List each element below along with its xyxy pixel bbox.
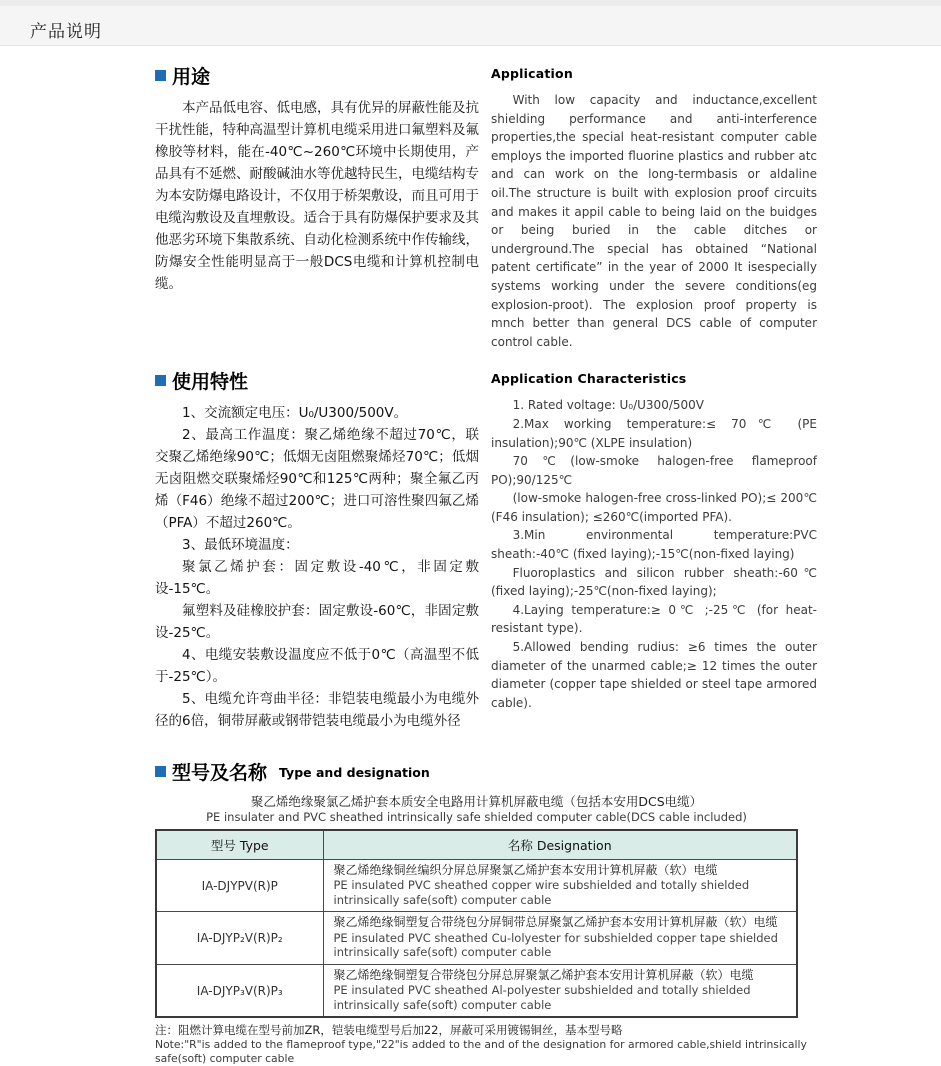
model-designation bbox=[323, 964, 797, 1017]
characteristic-item-zh: 3、最低环境温度： bbox=[182, 537, 299, 554]
characteristics-section-zh bbox=[155, 367, 479, 732]
characteristic-item-zh: 氟塑料及硅橡胶护套：固定敷设-60℃，非固定敷设-25℃。 bbox=[155, 603, 479, 642]
model-designation bbox=[323, 859, 797, 912]
model-designation-en: PE insulated PVC sheathed Cu-lolyester for subshielded copper tape shielded intrinsically safe(soft) computer cable bbox=[333, 930, 778, 960]
characteristic-item-zh: 1、交流额定电压：U₀/U300/500V。 bbox=[182, 405, 408, 422]
table-caption-en: PE insulater and PVC sheathed intrinsically safe shielded computer cable(DCS cable included) bbox=[206, 810, 747, 825]
type-heading-zh-label: 型号及名称 bbox=[172, 762, 268, 785]
usage-paragraph-en: With low capacity and inductance,excellent shielding performance and anti-interference properties,the special heat-resistant computer cable employs the imported fluorine plastics and rubber atc and can work on the long-termbasis or aldaline oil.The structure is built with explosion proof circuits and makes it appil cable to being laid on the buidges or being buried in the cable ditches or underground.The special has obtained “National patent certificate” in the year of 2000 It isespecially systems working under the severe conditions(eg explosion-proot). The explosion proof property is mnch better than general DCS cable of computer control cable. bbox=[491, 93, 817, 349]
page-header bbox=[0, 0, 941, 46]
characteristic-item-en: 2.Max working temperature:≤ 70℃ (PE insulation);90℃ (XLPE insulation) bbox=[491, 416, 817, 450]
table-caption-zh: 聚乙烯绝缘聚氯乙烯护套本质安全电路用计算机屏蔽电缆（包括本安用DCS电缆） bbox=[250, 794, 703, 810]
main-content bbox=[0, 46, 941, 1066]
type-heading-zh bbox=[155, 758, 267, 785]
characteristic-item-en: 4.Laying temperature:≥ 0℃ ;-25℃ (for heat-resistant type). bbox=[491, 602, 817, 636]
model-designation bbox=[323, 912, 797, 965]
square-bullet-icon bbox=[155, 766, 166, 777]
table-header-row bbox=[156, 830, 797, 859]
table-row bbox=[156, 859, 797, 912]
characteristic-item-en: 1. Rated voltage: U₀/U300/500V bbox=[512, 398, 704, 413]
models-table bbox=[155, 829, 798, 1018]
usage-section-zh bbox=[155, 62, 479, 351]
model-designation-zh: 聚乙烯绝缘铜塑复合带绕包分屏总屏聚氯乙烯护套本安用计算机屏蔽（软）电缆 bbox=[333, 967, 754, 982]
characteristic-item-en: 5.Allowed bending rudius: ≥6 times the outer diameter of the unarmed cable;≥ 12 times the outer diameter (copper tape shielded or steel tape armored cable). bbox=[491, 640, 817, 710]
model-type-code: IA-DJYP₂V(R)P₂ bbox=[156, 912, 323, 965]
column-header-designation: 名称 Designation bbox=[323, 830, 797, 859]
table-caption bbox=[155, 793, 798, 825]
characteristics-section-en bbox=[491, 367, 817, 732]
usage-heading-en: Application bbox=[491, 66, 573, 81]
usage-heading-zh-label: 用途 bbox=[172, 66, 211, 88]
square-bullet-icon bbox=[155, 70, 166, 81]
usage-heading-zh bbox=[155, 62, 479, 89]
type-heading-en: Type and designation bbox=[279, 765, 430, 781]
type-designation-section bbox=[155, 758, 941, 1066]
model-designation-zh: 聚乙烯绝缘铜塑复合带绕包分屏铜带总屏聚氯乙烯护套本安用计算机屏蔽（软）电缆 bbox=[333, 915, 778, 930]
table-row bbox=[156, 964, 797, 1017]
model-designation-en: PE insulated PVC sheathed Al-polyester subshielded and totally shielded intrinsically safe(soft) computer cable bbox=[333, 983, 751, 1012]
characteristic-item-en: (low-smoke halogen-free cross-linked PO);≤ 200℃ (F46 insulation); ≤260℃(imported PFA). bbox=[491, 491, 817, 524]
note-zh: 注：阻燃计算电缆在型号前加ZR，铠装电缆型号后加22，屏蔽可采用镀锡铜丝，基本型号略 bbox=[155, 1023, 623, 1038]
characteristics-heading-en: Application Characteristics bbox=[491, 371, 687, 387]
type-heading bbox=[155, 758, 941, 785]
model-type-code: IA-DJYP₃V(R)P₃ bbox=[156, 964, 323, 1017]
characteristic-item-zh: 5、电缆允许弯曲半径：非铠装电缆最小为电缆外径的6倍，铜带屏蔽或钢带铠装电缆最小为电缆外径 bbox=[155, 691, 479, 730]
square-bullet-icon bbox=[155, 375, 166, 386]
note-en: Note:"R"is added to the flameproof type,"22"is added to the and of the designation for armored cable,shield intrinsically safe(soft) computer cable bbox=[155, 1038, 807, 1066]
two-column-area bbox=[155, 62, 941, 732]
characteristic-item-en: 3.Min environmental temperature:PVC sheath:-40℃ (fixed laying);-15℃(non-fixed laying) bbox=[491, 528, 817, 562]
model-type-code: IA-DJYPV(R)P bbox=[156, 859, 323, 912]
characteristic-item-zh: 4、电缆安装敷设温度应不低于0℃（高温型不低于-25℃）。 bbox=[155, 647, 479, 686]
characteristic-item-zh: 聚氯乙烯护套：固定敷设-40℃，非固定敷设-15℃。 bbox=[155, 559, 479, 598]
characteristic-item-en: Fluoroplastics and silicon rubber sheath:-60℃ (fixed laying);-25℃(non-fixed laying); bbox=[491, 565, 817, 599]
characteristics-heading-zh bbox=[155, 367, 479, 394]
usage-section-en bbox=[491, 62, 817, 351]
usage-paragraph-zh: 本产品低电容、低电感，具有优异的屏蔽性能及抗干扰性能，特种高温型计算机电缆采用进口氟塑料及氟橡胶等材料，能在-40℃~260℃环境中长期使用，产品具有不延燃、耐酸碱油水等优越特民生，电缆结构专为本安防爆电路设计，不仅用于桥架敷设，而且可用于电缆沟敷设及直埋敷设。适合于具有防爆保护要求及其他恶劣环境下集散系统、自动化检测系统中作传输线，防爆安全性能明显高于一般DCS电缆和计算机控制电缆。 bbox=[155, 100, 479, 292]
model-designation-zh: 聚乙烯绝缘铜丝编织分屏总屏聚氯乙烯护套本安用计算机屏蔽（软）电缆 bbox=[333, 862, 718, 877]
model-designation-en: PE insulated PVC sheathed copper wire subshielded and totally shielded intrinsically safe(soft) computer cable bbox=[333, 878, 750, 907]
table-notes bbox=[155, 1023, 815, 1066]
characteristic-item-en: 70℃(low-smoke halogen-free flameproof PO);90/125℃ bbox=[491, 454, 817, 487]
characteristic-item-zh: 2、最高工作温度：聚乙烯绝缘不超过70℃，联交聚乙烯绝缘90℃；低烟无卤阻燃聚烯烃70℃；低烟无卤阻燃交联聚烯烃90℃和125℃两种；聚全氟乙丙烯（F46）绝缘不超过200℃；进口可溶性聚四氟乙烯（PFA）不超过260℃。 bbox=[155, 427, 479, 532]
column-header-type: 型号 Type bbox=[156, 830, 323, 859]
table-row bbox=[156, 912, 797, 965]
characteristics-heading-zh-label: 使用特性 bbox=[172, 371, 249, 394]
page-title: 产品说明 bbox=[30, 22, 102, 42]
